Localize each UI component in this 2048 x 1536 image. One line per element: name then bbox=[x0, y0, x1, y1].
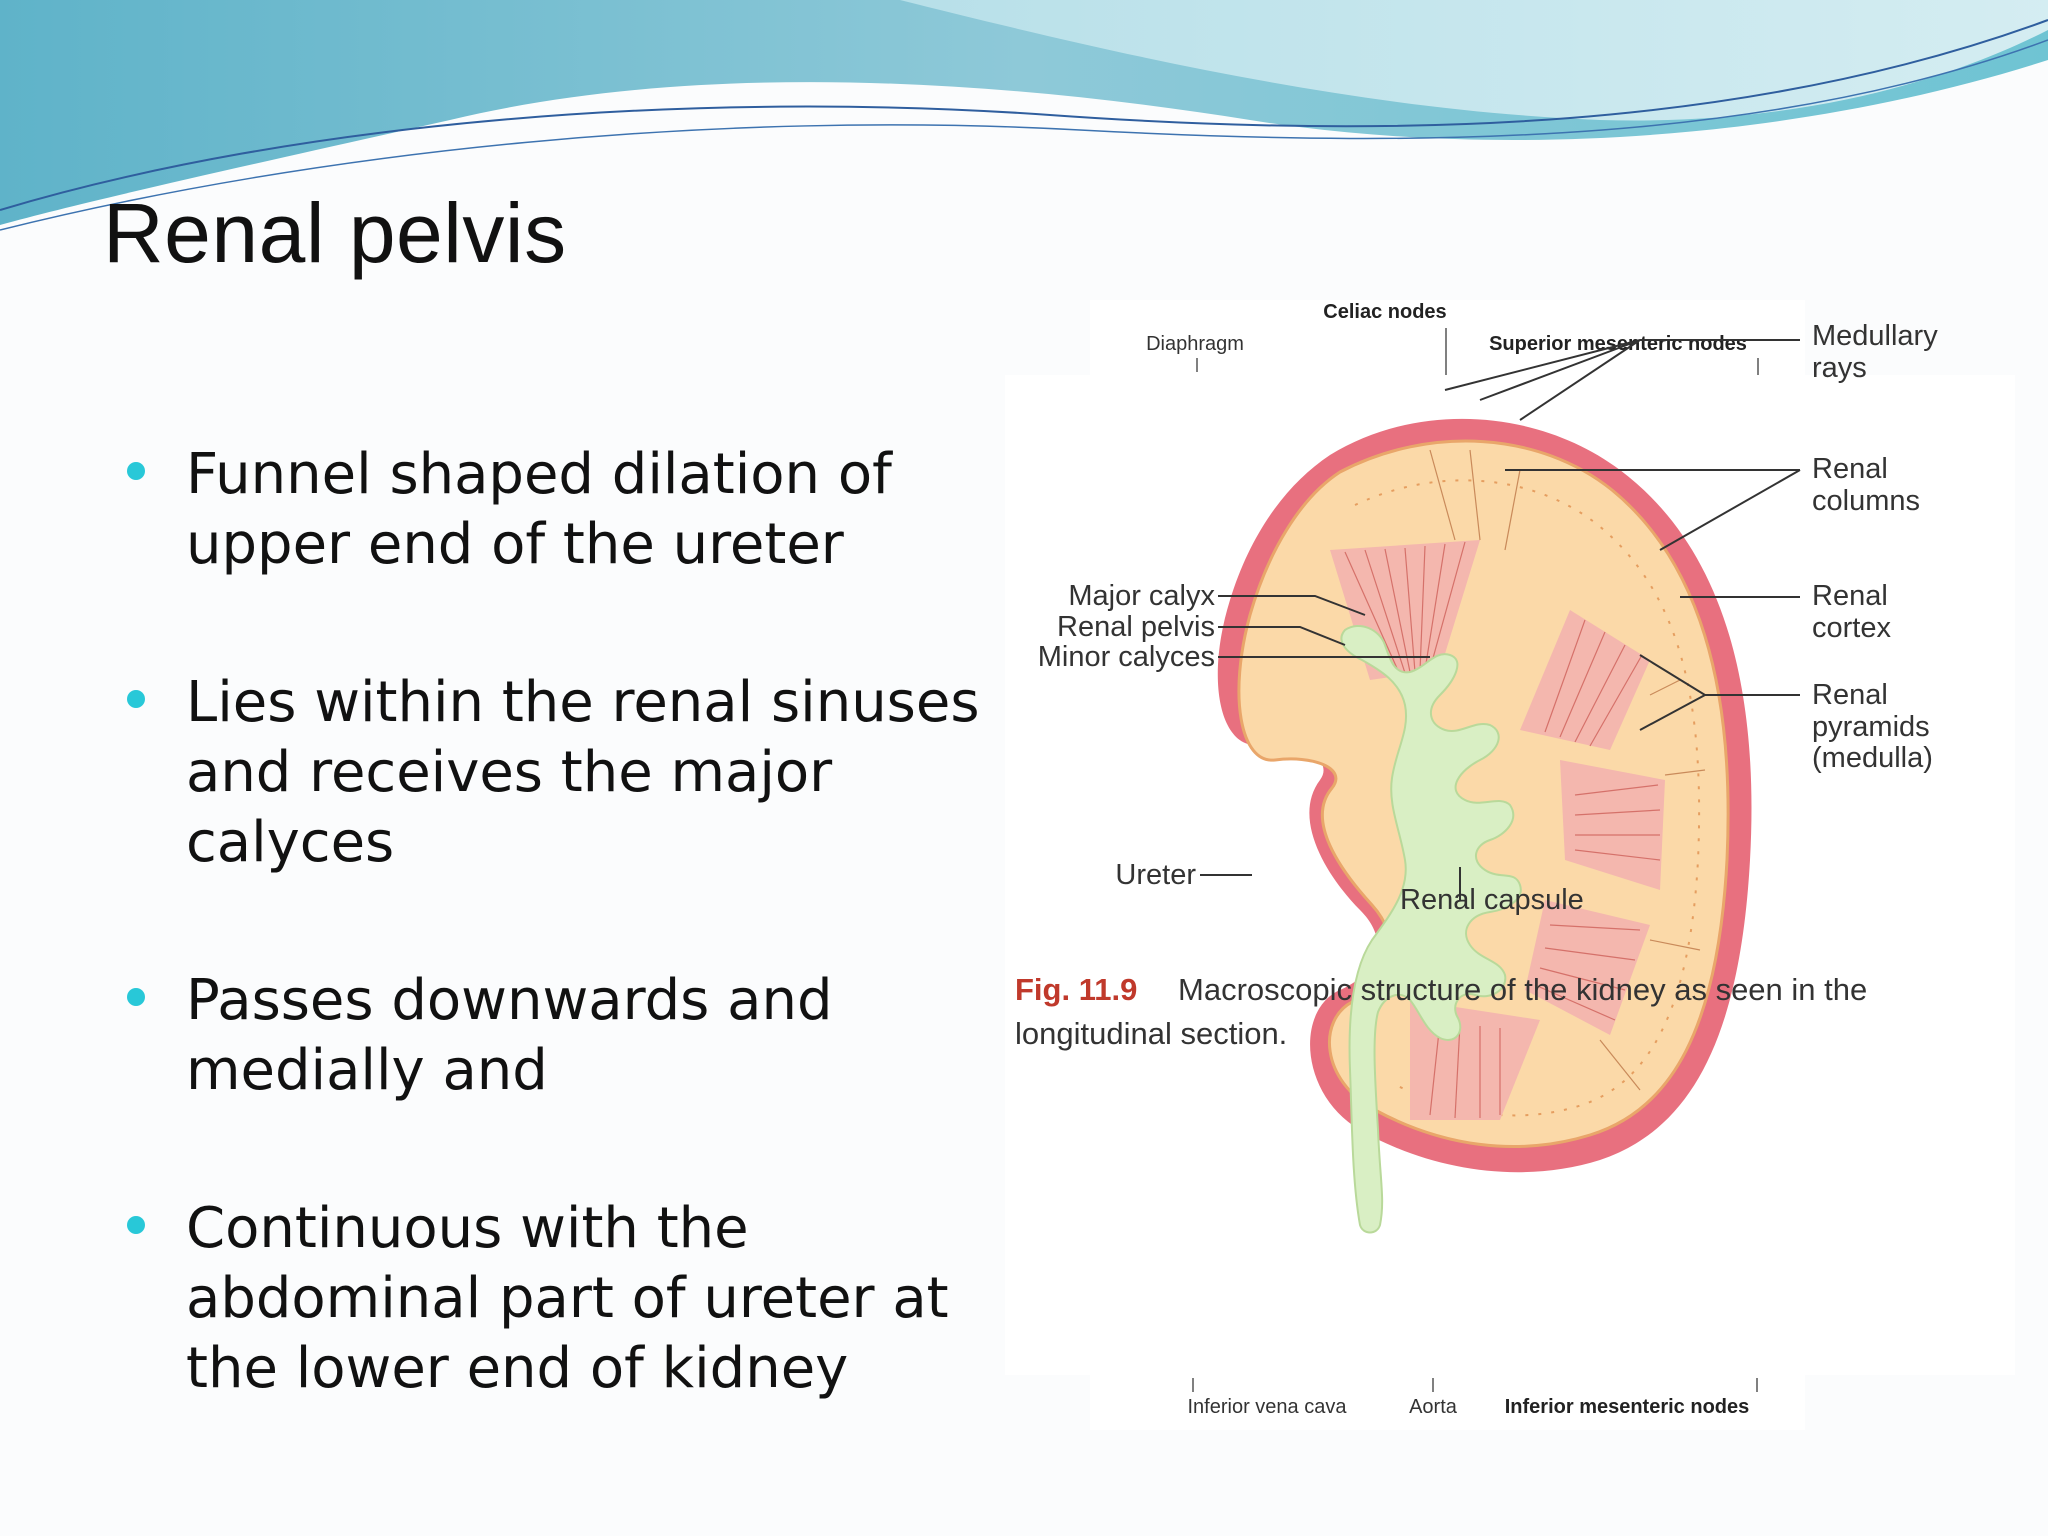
bullet-dot-icon bbox=[127, 690, 145, 708]
major-calyx-label: Major calyx bbox=[1068, 580, 1215, 612]
ureter-label: Ureter bbox=[1115, 859, 1196, 891]
inferior-mesenteric-label: Inferior mesenteric nodes bbox=[1504, 1396, 1750, 1418]
bullet-text: Lies within the renal sinuses and receives the major calyces bbox=[186, 670, 980, 875]
bullet-item bbox=[120, 440, 1000, 580]
bullet-item bbox=[120, 1194, 1000, 1404]
bullet-dot-icon bbox=[127, 988, 145, 1006]
medullary-rays-label-1: Medullary bbox=[1812, 320, 1938, 352]
figure-number: Fig. 11.9 bbox=[1015, 972, 1138, 1007]
ivc-label: Inferior vena cava bbox=[1187, 1396, 1347, 1418]
renal-columns-label-1: Renal bbox=[1812, 453, 1888, 485]
bullet-text: Funnel shaped dilation of upper end of the ureter bbox=[186, 442, 892, 577]
bullet-text: Passes downwards and medially and bbox=[186, 968, 833, 1103]
renal-pyramids-label-3: (medulla) bbox=[1812, 742, 1933, 774]
renal-cortex-label-1: Renal bbox=[1812, 580, 1888, 612]
minor-calyces-label: Minor calyces bbox=[1037, 641, 1215, 673]
renal-pyramids-label-2: pyramids bbox=[1812, 711, 1930, 743]
bullet-text: Continuous with the abdominal part of ureter at the lower end of kidney bbox=[186, 1196, 949, 1401]
aorta-label: Aorta bbox=[1409, 1396, 1457, 1418]
renal-capsule-label: Renal capsule bbox=[1400, 884, 1584, 916]
celiac-label: Celiac nodes bbox=[1323, 301, 1447, 323]
caption-line-2: longitudinal section. bbox=[1015, 1016, 1288, 1051]
renal-pyramids-label-1: Renal bbox=[1812, 679, 1888, 711]
bullet-dot-icon bbox=[127, 1216, 145, 1234]
bullet-list bbox=[120, 440, 1000, 1492]
bullet-dot-icon bbox=[127, 462, 145, 480]
slide-title: Renal pelvis bbox=[103, 186, 567, 280]
renal-pelvis-label: Renal pelvis bbox=[1057, 611, 1215, 643]
renal-cortex-label-2: cortex bbox=[1812, 612, 1891, 644]
caption-line-1: Macroscopic structure of the kidney as seen in the bbox=[1178, 972, 1868, 1007]
superior-mesenteric-label: Superior mesenteric nodes bbox=[1489, 333, 1747, 355]
bullet-item bbox=[120, 668, 1000, 878]
renal-columns-label-2: columns bbox=[1812, 485, 1920, 517]
bullet-item bbox=[120, 966, 1000, 1106]
medullary-rays-label-2: rays bbox=[1812, 352, 1867, 384]
kidney-figure bbox=[1000, 300, 2020, 1430]
diaphragm-label: Diaphragm bbox=[1146, 333, 1244, 355]
